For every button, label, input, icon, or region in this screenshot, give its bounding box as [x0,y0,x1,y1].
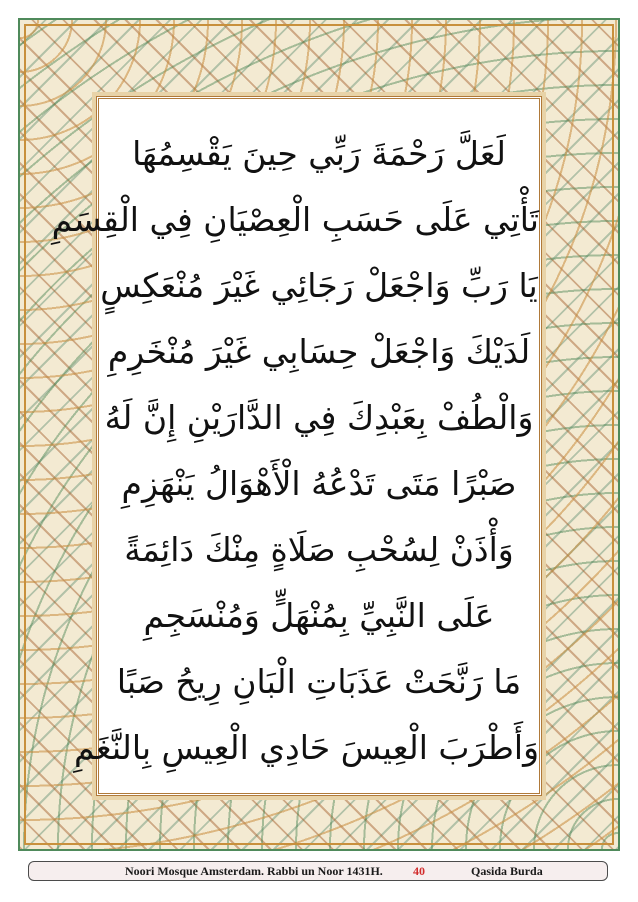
footer-title: Qasida Burda [471,864,543,878]
verse-line: لَدَيْكَ وَاجْعَلْ حِسَابِي غَيْرَ مُنْخَرِمِ [107,332,531,371]
verse-line: صَبْرًا مَتَى تَدْعُهُ الْأَهْوَالُ يَنْهَزِمِ [121,464,517,503]
verse-list [51,121,539,781]
verse-line: يَا رَبِّ وَاجْعَلْ رَجَائِي غَيْرَ مُنْعَكِسٍ [100,266,538,305]
verse-panel [51,96,542,796]
footer-credit: Noori Mosque Amsterdam. Rabbi un Noor 1431H. [125,864,383,878]
page-number: 40 [413,864,425,878]
verse-line: عَلَى النَّبِيِّ بِمُنْهَلٍّ وَمُنْسَجِمِ [143,596,495,635]
verse-line: وَالْطُفْ بِعَبْدِكَ فِي الدَّارَيْنِ إِنَّ لَهُ [104,398,534,437]
verse-line: وَأْذَنْ لِسُحْبِ صَلَاةٍ مِنْكَ دَائِمَةً [124,530,514,569]
verse-line: لَعَلَّ رَحْمَةَ رَبِّي حِينَ يَقْسِمُهَا [132,134,506,173]
verse-line: تَأْتِي عَلَى حَسَبِ الْعِصْيَانِ فِي الْقِسَمِ [51,200,539,239]
page-footer [28,861,608,881]
verse-line: وَأَطْرَبَ الْعِيسَ حَادِي الْعِيسِ بِالنَّغَمِ [73,728,539,767]
verse-line: مَا رَنَّحَتْ عَذَبَاتِ الْبَانِ رِيحُ صَبًا [116,662,522,701]
